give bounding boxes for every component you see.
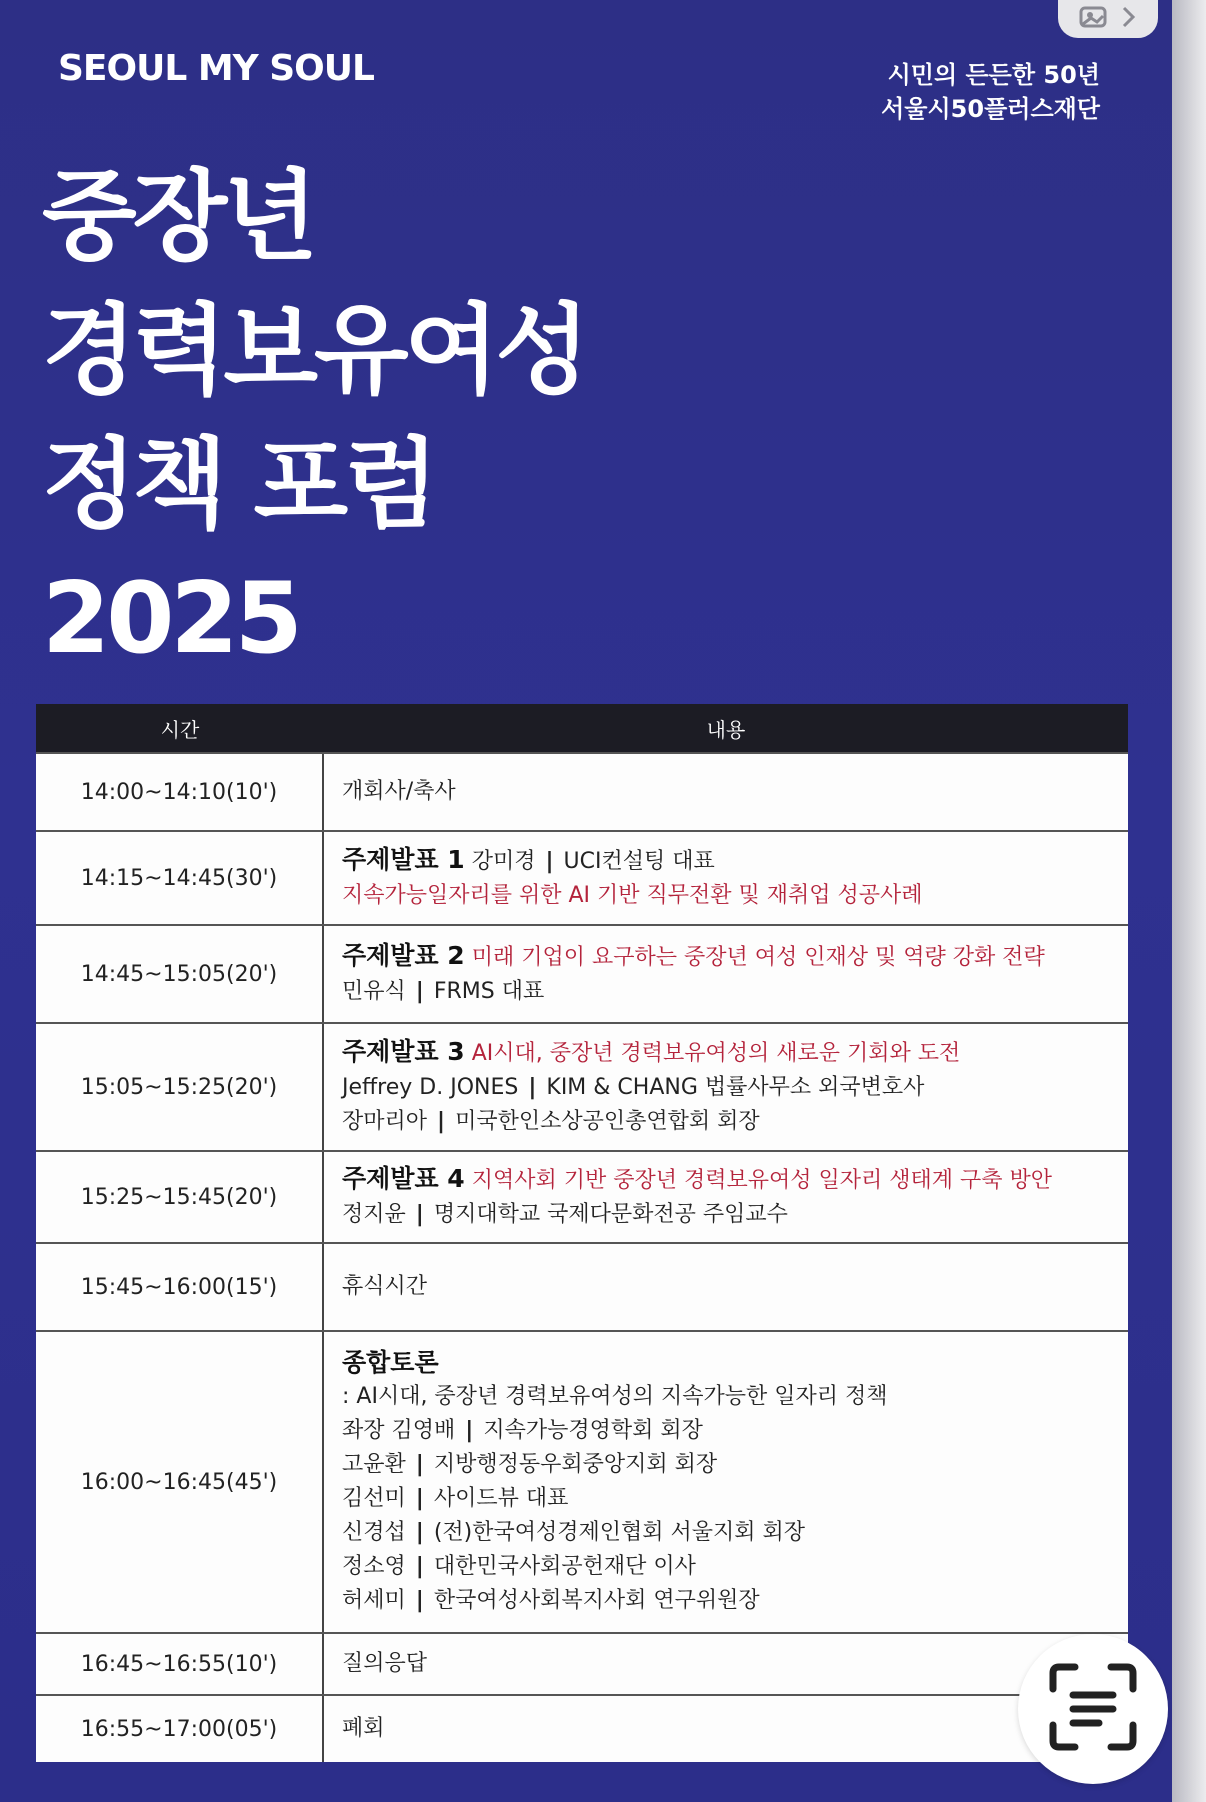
session-topic: 미래 기업이 요구하는 중장년 여성 인재상 및 역량 강화 전략 (471, 945, 1045, 970)
speaker: 장마리아 (342, 1109, 428, 1134)
row-time: 15:05~15:25(20') (36, 1024, 324, 1150)
row-text: 개회사/축사 (342, 779, 456, 804)
panel-affil: 한국여성사회복지사회 연구위원장 (433, 1588, 760, 1613)
page-title (42, 150, 586, 686)
panel-name: 허세미 (342, 1588, 406, 1613)
schedule-table (36, 704, 1128, 1762)
session-topic: 지역사회 기반 중장년 경력보유여성 일자리 생태계 구축 방안 (471, 1168, 1052, 1193)
title-line-3: 정책 포럼 (42, 428, 435, 542)
header-content: 내용 (706, 717, 746, 742)
speaker-affil: 명지대학교 국제다문화전공 주임교수 (433, 1202, 788, 1227)
session-topic: : AI시대, 중장년 경력보유여성의 지속가능한 일자리 정책 (342, 1384, 888, 1409)
row-time: 16:00~16:45(45') (36, 1332, 324, 1632)
speaker-affil: KIM & CHANG 법률사무소 외국변호사 (546, 1075, 925, 1100)
table-row (36, 924, 1128, 1022)
session-topic: 지속가능일자리를 위한 AI 기반 직무전환 및 재취업 성공사례 (342, 883, 923, 908)
table-row (36, 1694, 1128, 1762)
row-content (324, 754, 1128, 830)
table-row (36, 1022, 1128, 1150)
title-line-2: 경력보유여성 (42, 294, 587, 408)
session-title: 주제발표 4 (342, 1164, 465, 1193)
row-text: 질의응답 (342, 1651, 428, 1676)
org-name: 서울시50플러스재단 (881, 95, 1100, 123)
speaker: 민유식 (342, 979, 406, 1004)
session-title: 주제발표 2 (342, 941, 465, 970)
panel-item: 고윤환 | 지방행정동우회중앙지회 회장 (342, 1452, 718, 1477)
panel-item: 신경섭 | (전)한국여성경제인협회 서울지회 회장 (342, 1520, 805, 1545)
session-title: 주제발표 3 (342, 1037, 465, 1066)
panel-name: 고윤환 (342, 1452, 406, 1477)
row-text: 휴식시간 (342, 1274, 428, 1299)
row-content: 주제발표 4 지역사회 기반 중장년 경력보유여성 일자리 생태계 구축 방안 정지윤 | 명지대학교 국제다문화전공 주임교수 (342, 1164, 1052, 1227)
row-time: 16:55~17:00(05') (36, 1696, 324, 1762)
panel-item: 정소영 | 대한민국사회공헌재단 이사 (342, 1554, 696, 1579)
row-text: 폐회 (342, 1716, 385, 1741)
panel-affil: 지속가능경영학회 회장 (483, 1418, 703, 1443)
speaker: 정지윤 (342, 1202, 406, 1227)
panel-item: 김선미 | 사이드뷰 대표 (342, 1486, 569, 1511)
session-title: 주제발표 1 (342, 845, 465, 874)
header-time: 시간 (160, 717, 200, 742)
image-search-button[interactable] (1058, 0, 1158, 38)
organization (881, 58, 1100, 126)
panel-item: 좌장 김영배 | 지속가능경영학회 회장 (342, 1418, 703, 1443)
panel-affil: 지방행정동우회중앙지회 회장 (433, 1452, 718, 1477)
row-time: 14:45~15:05(20') (36, 926, 324, 1022)
row-time: 14:15~14:45(30') (36, 832, 324, 924)
row-time: 15:25~15:45(20') (36, 1152, 324, 1242)
lens-scan-icon (1045, 1659, 1141, 1759)
table-row (36, 1632, 1128, 1694)
chevron-right-icon (1121, 4, 1137, 34)
panel-item: 허세미 | 한국여성사회복지사회 연구위원장 (342, 1588, 760, 1613)
title-line-4: 2025 (42, 562, 299, 676)
panel-name: 좌장 김영배 (342, 1418, 456, 1443)
image-search-icon (1079, 4, 1109, 34)
lens-scan-button[interactable] (1018, 1634, 1168, 1784)
org-slogan: 시민의 든든한 50년 (887, 61, 1100, 89)
row-content: 주제발표 1 강미경 | UCI컨설팅 대표 지속가능일자리를 위한 AI 기반 직무전환 및 재취업 성공사례 (324, 832, 1128, 924)
session-title: 종합토론 (342, 1348, 439, 1377)
speaker-affil: UCI컨설팅 대표 (563, 849, 715, 874)
speaker-affil: 미국한인소상공인총연합회 회장 (455, 1109, 760, 1134)
row-content: 주제발표 2 미래 기업이 요구하는 중장년 여성 인재상 및 역량 강화 전략 민유식 | FRMS 대표 (342, 941, 1045, 1004)
speaker-affil: FRMS 대표 (433, 979, 545, 1004)
speaker: Jeffrey D. JONES (342, 1075, 519, 1100)
row-content (324, 1244, 1128, 1330)
speaker: 강미경 (471, 849, 536, 874)
table-row (36, 830, 1128, 924)
panel-name: 정소영 (342, 1554, 406, 1579)
table-header (36, 704, 1128, 752)
row-time: 15:45~16:00(15') (36, 1244, 324, 1330)
panel-affil: 대한민국사회공헌재단 이사 (433, 1554, 696, 1579)
session-topic: AI시대, 중장년 경력보유여성의 새로운 기회와 도전 (471, 1041, 961, 1066)
table-row (36, 1330, 1128, 1632)
table-row (36, 752, 1128, 830)
row-content (324, 1332, 1128, 1632)
table-row (36, 1242, 1128, 1330)
row-time: 14:00~14:10(10') (36, 754, 324, 830)
brand-logo: SEOUL MY SOUL (58, 48, 374, 89)
row-content (324, 1634, 1128, 1694)
row-content: 주제발표 3 AI시대, 중장년 경력보유여성의 새로운 기회와 도전 Jeffrey D. JONES | KIM & CHANG 법률사무소 외국변호사 장마리아 | 미국한인소상공인총연합회 회장 (342, 1037, 961, 1134)
panel-affil: 사이드뷰 대표 (433, 1486, 569, 1511)
page-edge (1172, 0, 1206, 1802)
panel-affil: (전)한국여성경제인협회 서울지회 회장 (433, 1520, 805, 1545)
table-row (36, 1150, 1128, 1242)
panel-name: 김선미 (342, 1486, 406, 1511)
row-time: 16:45~16:55(10') (36, 1634, 324, 1694)
row-content (324, 1696, 1128, 1762)
panel-name: 신경섭 (342, 1520, 406, 1545)
title-line-1: 중장년 (42, 160, 315, 274)
